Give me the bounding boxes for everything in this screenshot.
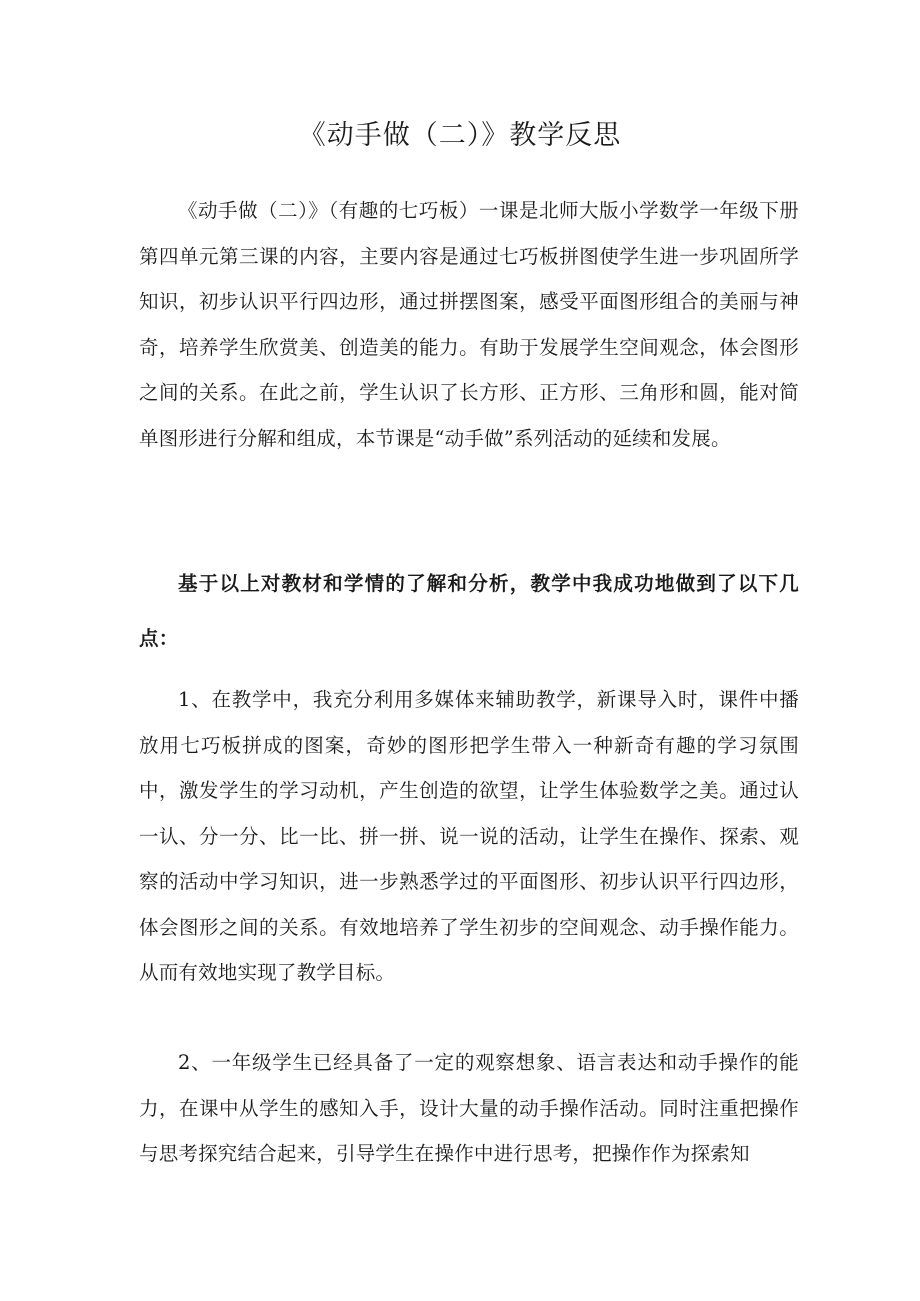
paragraph-point-1: 1、在教学中，我充分利用多媒体来辅助教学，新课导入时，课件中播放用七巧板拼成的图案，奇妙的图形把学生带入一种新奇有趣的学习氛围中，激发学生的学习动机，产生创造的欲望，让学生体验数学之美。通过认一认、分一分、比一比、拼一拼、说一说的活动，让学生在操作、探索、观察的活动中学习知识，进一步熟悉学过的平面图形、初步认识平行四边形，体会图形之间的关系。有效地培养了学生初步的空间观念、动手操作能力。从而有效地实现了教学目标。	[139, 688, 799, 984]
paragraph-point-2: 2、一年级学生已经具备了一定的观察想象、语言表达和动手操作的能力，在课中从学生的感知入手，设计大量的动手操作活动。同时注重把操作与思考探究结合起来，引导学生在操作中进行思考，把操作作为探索知	[139, 1051, 799, 1165]
paragraph-intro: 《动手做（二）》（有趣的七巧板）一课是北师大版小学数学一年级下册第四单元第三课的内容，主要内容是通过七巧板拼图使学生进一步巩固所学知识，初步认识平行四边形，通过拼摆图案，感受平面图形组合的美丽与神奇，培养学生欣赏美、创造美的能力。有助于发展学生空间观念，体会图形之间的关系。在此之前，学生认识了长方形、正方形、三角形和圆，能对简单图形进行分解和组成，本节课是“动手做”系列活动的延续和发展。	[139, 199, 799, 450]
paragraph-summary-heading: 基于以上对教材和学情的了解和分析，教学中我成功地做到了以下几点：	[139, 572, 799, 650]
page-title: 《动手做（二）》教学反思	[298, 120, 622, 151]
